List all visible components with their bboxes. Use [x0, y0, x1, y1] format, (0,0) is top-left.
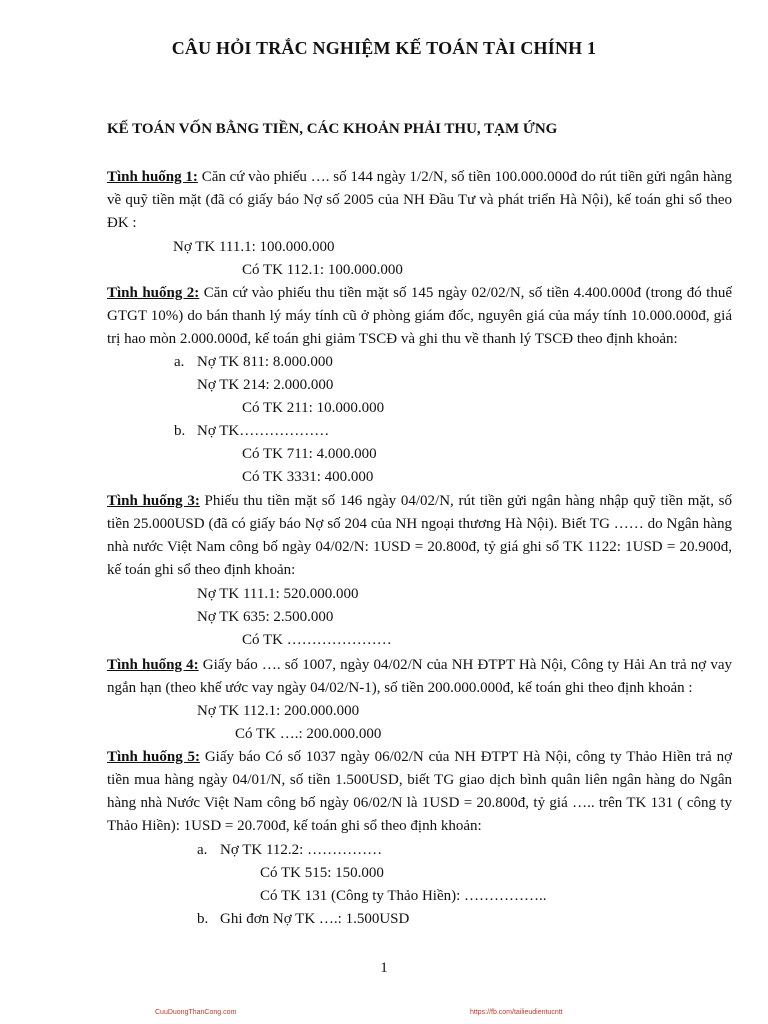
footer-left-link[interactable]: CuuDuongThanCong.com [155, 1009, 237, 1016]
entry-credit: Có TK 515: 150.000 [260, 865, 384, 881]
situation-2 [107, 282, 732, 351]
document-title: CÂU HỎI TRẮC NGHIỆM KẾ TOÁN TÀI CHÍNH 1 [171, 38, 597, 58]
page-number: 1 [380, 960, 388, 976]
situation-4 [107, 654, 732, 700]
footer-right-link[interactable]: https://fb.com/tailieudientucntt [470, 1009, 563, 1016]
situation-3-text: Phiếu thu tiền mặt số 146 ngày 04/02/N, rút tiền gửi ngân hàng nhập quỹ tiền mặt, số tiền 25.000USD (đã có giấy báo Nợ số 204 của NH ngoại thương Hà Nội). Biết TG …… do Ngân hàng nhà nước Việt Nam công bố ngày 04/02/N: 1USD = 20.800đ, tỷ giá ghi sổ TK 1122: 1USD = 20.900đ, kế toán ghi sổ theo định khoản: [107, 493, 732, 578]
situation-1-heading: Tình huống 1: [107, 169, 198, 185]
entry-debit: Nợ TK 811: 8.000.000 [197, 354, 333, 370]
situation-5-heading: Tình huống 5: [107, 749, 201, 765]
situation-3 [107, 490, 732, 582]
entry-credit: Có TK 131 (Công ty Thảo Hiền): …………….. [260, 888, 547, 904]
situation-2-text: Căn cứ vào phiếu thu tiền mặt số 145 ngày 02/02/N, số tiền 4.400.000đ (trong đó thuế GTGT 10%) do bán thanh lý máy tính cũ ở phòng giám đốc, nguyên giá của máy tính 10.000.000đ, giá trị hao mòn 2.000.000đ, kế toán ghi giảm TSCĐ và ghi thu về thanh lý TSCĐ theo định khoản: [107, 285, 732, 347]
situation-4-text: Giấy báo …. số 1007, ngày 04/02/N của NH ĐTPT Hà Nội, Công ty Hải An trả nợ vay ngắn hạn (theo khế ước vay ngày 04/02/N-1), số tiền 200.000.000đ, kế toán ghi theo định khoản : [107, 657, 732, 696]
entry-credit: Có TK ….: 200.000.000 [235, 726, 382, 742]
entry-credit: Có TK 3331: 400.000 [242, 469, 374, 485]
option-a-label: a. [174, 354, 185, 370]
entry-debit: Nợ TK 112.2: …………… [220, 842, 383, 858]
entry-debit: Nợ TK……………… [197, 423, 330, 439]
entry-credit: Có TK 112.1: 100.000.000 [242, 262, 403, 278]
situation-5-text: Giấy báo Có số 1037 ngày 06/02/N của NH ĐTPT Hà Nội, công ty Thảo Hiền trả nợ tiền mua hàng ngày 04/01/N, số tiền 1.500USD, biết TG giao dịch bình quân liên ngân hàng do Ngân hàng nhà Nước Việt Nam công bố ngày 06/02/N là 1USD = 20.800đ, tỷ giá ….. trên TK 131 ( công ty Thảo Hiền): 1USD = 20.700đ, kế toán ghi sổ theo định khoản: [107, 749, 733, 834]
option-a-label: a. [197, 842, 208, 858]
section-heading: KẾ TOÁN VỐN BẰNG TIỀN, CÁC KHOẢN PHẢI THU, TẠM ỨNG [107, 121, 558, 137]
entry-debit: Nợ TK 111.1: 100.000.000 [173, 239, 335, 255]
entry-credit: Có TK ………………… [242, 632, 392, 648]
entry-credit: Có TK 211: 10.000.000 [242, 400, 385, 416]
situation-5 [107, 746, 732, 838]
option-b-label: b. [174, 423, 186, 439]
situation-2-heading: Tình huống 2: [107, 285, 200, 301]
situation-4-heading: Tình huống 4: [107, 657, 199, 673]
entry-debit: Nợ TK 635: 2.500.000 [197, 609, 334, 625]
situation-1-text: Căn cứ vào phiếu …. số 144 ngày 1/2/N, số tiền 100.000.000đ do rút tiền gửi ngân hàng về quỹ tiền mặt (đã có giấy báo Nợ số 2005 của NH Đầu Tư và phát triển Hà Nội), kế toán ghi sổ theo ĐK : [107, 169, 732, 231]
entry-debit: Nợ TK 111.1: 520.000.000 [197, 586, 359, 602]
entry-debit: Nợ TK 214: 2.000.000 [197, 377, 334, 393]
entry-credit: Có TK 711: 4.000.000 [242, 446, 377, 462]
situation-1 [107, 166, 732, 235]
entry-debit: Nợ TK 112.1: 200.000.000 [197, 703, 360, 719]
situation-3-heading: Tình huống 3: [107, 493, 200, 509]
option-b-label: b. [197, 911, 209, 927]
entry-debit: Ghi đơn Nợ TK ….: 1.500USD [220, 911, 410, 927]
